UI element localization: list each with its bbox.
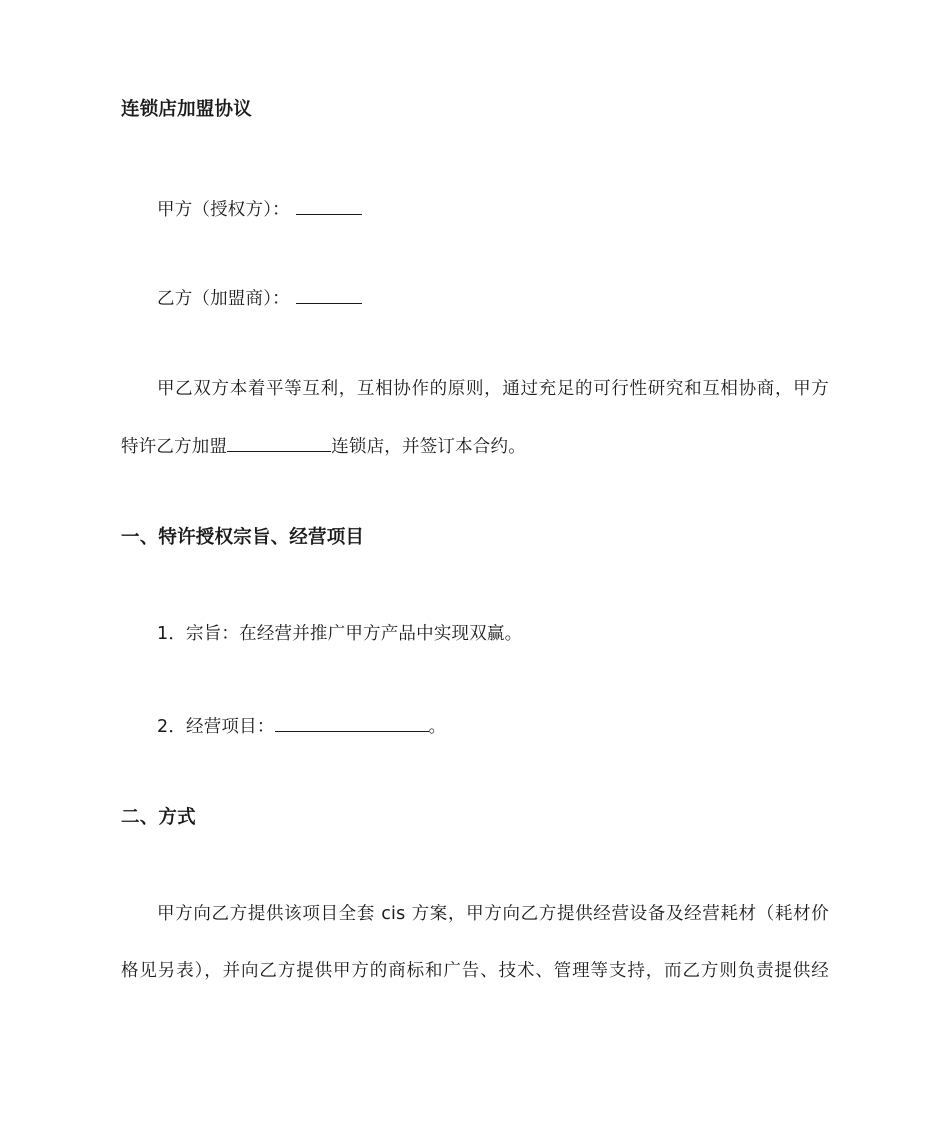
intro-line-2-after: 连锁店，并签订本合约。	[331, 437, 526, 457]
business-scope-label: 2．经营项目：	[157, 717, 275, 737]
business-scope-end: 。	[428, 717, 447, 737]
section-1-item-2	[157, 714, 446, 739]
section-1-heading: 一、特许授权宗旨、经营项目	[121, 527, 365, 548]
party-b-line	[157, 286, 362, 311]
intro-line-1: 甲乙双方本着平等互利，互相协作的原则，通过充足的可行性研究和互相协商，甲方	[157, 379, 829, 399]
business-scope-blank	[275, 714, 429, 732]
section-2-heading: 二、方式	[121, 807, 196, 828]
party-b-blank	[296, 286, 362, 304]
intro-line-2-before: 特许乙方加盟	[121, 437, 228, 457]
section-1-item-1: 1．宗旨：在经营并推广甲方产品中实现双赢。	[157, 624, 523, 644]
party-b-label: 乙方（加盟商）：	[157, 289, 290, 309]
section-2-para-line-1: 甲方向乙方提供该项目全套 cis 方案，甲方向乙方提供经营设备及经营耗材（耗材价	[157, 904, 829, 924]
section-2-para-line-2: 格见另表），并向乙方提供甲方的商标和广告、技术、管理等支持，而乙方则负责提供经	[121, 961, 829, 981]
party-a-label: 甲方（授权方）：	[157, 200, 290, 220]
party-a-line	[157, 197, 362, 222]
franchise-name-blank	[227, 434, 331, 452]
party-a-blank	[296, 197, 362, 215]
intro-line-2	[121, 434, 526, 459]
document-title: 连锁店加盟协议	[121, 99, 252, 120]
